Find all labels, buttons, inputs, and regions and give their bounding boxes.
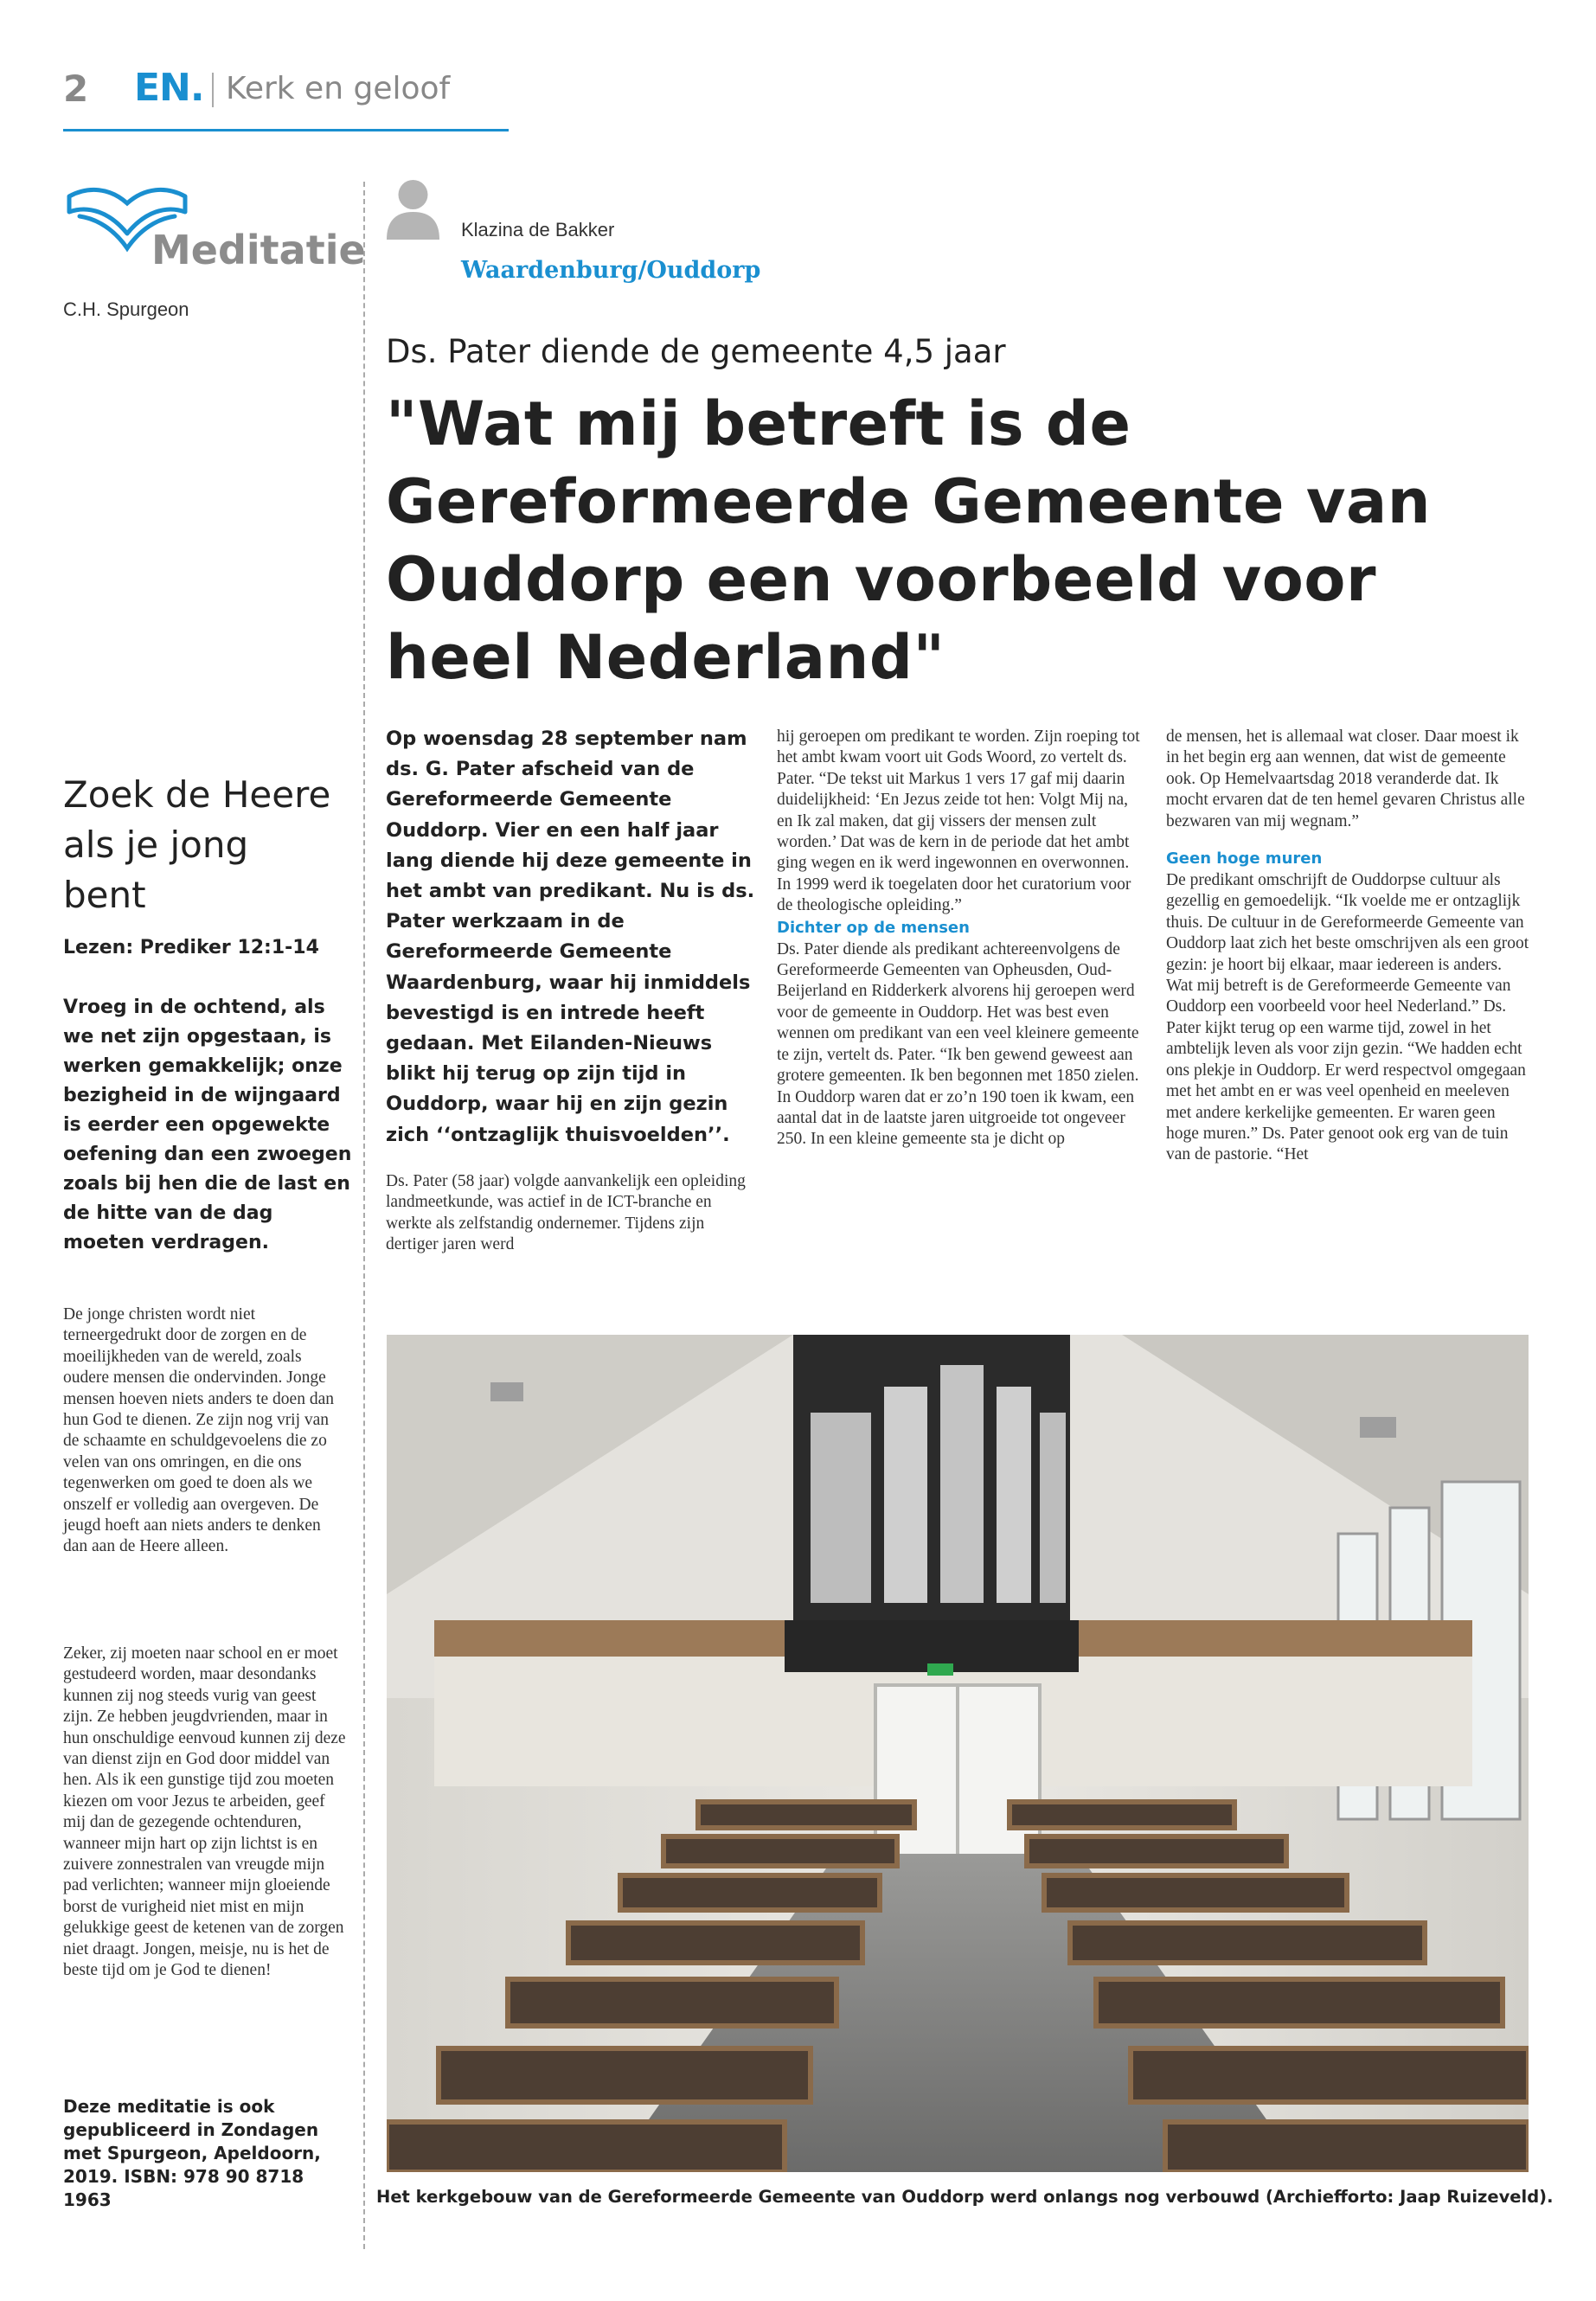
article-paragraph: Ds. Pater (58 jaar) volgde aanvankelijk een opleiding landmeetkunde, was actief in de ICT-branche en werkte als zelfstandig ondernemer. Tijdens zijn dertiger jaren werd (386, 1172, 746, 1254)
meditation-paragraph: De jonge christen wordt niet terneergedrukt door de zorgen en de moeilijkheden van de wereld, zoals oudere mensen die ondervinden. Jonge mensen hoeven niets anders te doen dan hun God te dienen. Ze zijn nog vrij van de schaamte en schuldgevoelens die zo velen van ons omringen, en die ons tegenwerken om goed te doen als we onszelf er volledig aan overgeven. De jeugd hoeft aan niets anders te denken dan aan de Heere alleen. (63, 1305, 334, 1556)
article-subtitle: Ds. Pater diende de gemeente 4,5 jaar (386, 333, 1006, 370)
article-column-2 (777, 727, 1140, 1150)
article-headline: "Wat mij betreft is de Gereformeerde Gemeente van Ouddorp een voorbeeld voor heel Nederland" (386, 388, 1432, 693)
meditation-heading: Zoek de Heere als je jong bent (63, 773, 331, 916)
publication-logo: EN. (134, 66, 204, 110)
meditation-label: Meditatie (151, 227, 366, 273)
header-separator (212, 73, 214, 107)
article-column-3 (1166, 727, 1529, 1166)
section-title: Kerk en geloof (226, 71, 451, 106)
meditation-publication-note: Deze meditatie is ook gepubliceerd in Zondagen met Spurgeon, Apeldoorn, 2019. ISBN: 978 90 8718 1963 (63, 2096, 321, 2210)
article-paragraph: Ds. Pater diende als predikant achtereenvolgens de Gereformeerde Gemeenten van Opheusden, Oud-Beijerland en Ridderkerk alvorens hij geroepen werd voor de gemeente in Ouddorp. Het was best even wennen om predikant van een veel kleinere gemeente te zijn, vertelt ds. Pater. “Ik ben gewend geweest aan grotere gemeenten. Ik ben begonnen met 1850 zielen. In Ouddorp waren dat er zo’n 190 toen ik kwam, een aantal dat in de laatste jaren uitgroeide tot ongeveer 250. In een kleine gemeente sta je dicht op (777, 939, 1139, 1149)
meditation-author: C.H. Spurgeon (63, 298, 189, 320)
photo-caption: Het kerkgebouw van de Gereformeerde Gemeente van Ouddorp werd onlangs nog verbouwd (Archiefforto: Jaap Ruizeveld). (376, 2187, 1554, 2207)
church-interior-photo (387, 1335, 1529, 2172)
meditation-paragraph: Zeker, zij moeten naar school en er moet gestudeerd worden, maar desondanks kunnen zij nog steeds vurig van geest zijn. Ze hebben jeugdvrienden, maar in hun onschuldige eenvoud kunnen zij deze van dienst zijn en God door middel van hen. Als ik een gunstige tijd zou moeten kiezen om voor Jezus te arbeiden, geef mij dan de gezegende ochtenduren, wanneer mijn hart op zijn lichtst is en zuivere zonnestralen van vreugde mijn pad verlichten; wanneer mijn gloeiende borst de vurigheid niet mist en mijn gelukkige geest de ketenen van de zorgen niet draagt. Jongen, meisje, nu is het de beste tijd om je God te dienen! (63, 1644, 346, 1980)
article-paragraph: hij geroepen om predikant te worden. Zijn roeping tot het ambt kwam voort uit Gods Woord, zo vertelt ds. Pater. “De tekst uit Markus 1 vers 17 gaf mij daarin duidelijkheid: ‘En Jezus zeide tot hen: Volgt Mij na, en Ik zal maken, dat gij vissers der mensen zult worden.’ Dat was de kern in de periode dat het ambt ging wegen en ik werd ingewonnen en overwonnen. In 1999 werd ik toegelaten door het curatorium voor de theologische opleiding.” (777, 727, 1140, 915)
article-paragraph: de mensen, het is allemaal wat closer. Daar moest ik in het begin erg aan wennen, dat wist de gemeente ook. Op Hemelvaartsdag 2018 veranderde dat. Ik mocht ervaren dat de ten hemel gevaren Christus alle bezwaren van mij wegnam.” (1166, 727, 1525, 830)
article-paragraph: De predikant omschrijft de Ouddorpse cultuur als gezellig en gemoedelijk. “Ik voelde me er ontzaglijk thuis. De cultuur in de Gereformeerde Gemeente van Ouddorp laat zich het beste omschrijven als een groot gezin: je hoort bij elkaar, maar iedereen is anders. Wat mij betreft is de Gereformeerde Gemeente van Ouddorp een voorbeeld voor heel Nederland.” Ds. Pater kijkt terug op een warme tijd, zowel in het ambtelijk leven als voor zijn gezin. “We hadden echt ons plekje in Ouddorp. Er werd respectvol omgegaan met het ambt en er was veel openheid en meeleven met andere kerkelijke gemeenten. Er waren geen hoge muren.” Ds. Pater genoot ook erg van de tuin van de pastorie. “Het (1166, 871, 1529, 1164)
article-location: Waardenburg/Ouddorp (461, 257, 761, 284)
article-subheading: Geen hoge muren (1166, 849, 1323, 868)
page-header (63, 62, 509, 131)
article-intro: Op woensdag 28 september nam ds. G. Pater afscheid van de Gereformeerde Gemeente Ouddorp. Vier en een half jaar lang diende hij deze gemeente in het ambt van predikant. Nu is ds. Pater werkzaam in de Gereformeerde Gemeente Waardenburg, waar hij inmiddels bevestigd is en intrede heeft gedaan. Met Eilanden-Nieuws blikt hij terug op zijn tijd in Ouddorp, waar hij en zijn gezin zich ‘‘ontzaglijk thuisvoelden’’. (386, 727, 755, 1146)
meditation-lead: Vroeg in de ochtend, als we net zijn opgestaan, is werken gemakkelijk; onze bezigheid in de wijngaard is eerder een opgewekte oefening dan een zwoegen zoals bij hen die de last en de hitte van de dag moeten verdragen. (63, 997, 352, 1253)
article-subheading: Dichter op de mensen (777, 918, 970, 937)
meditation-reading: Lezen: Prediker 12:1-14 (63, 937, 319, 958)
author-avatar-icon (385, 177, 441, 240)
article-author: Klazina de Bakker (461, 219, 615, 240)
column-divider (363, 182, 365, 2249)
page-number: 2 (63, 67, 89, 110)
